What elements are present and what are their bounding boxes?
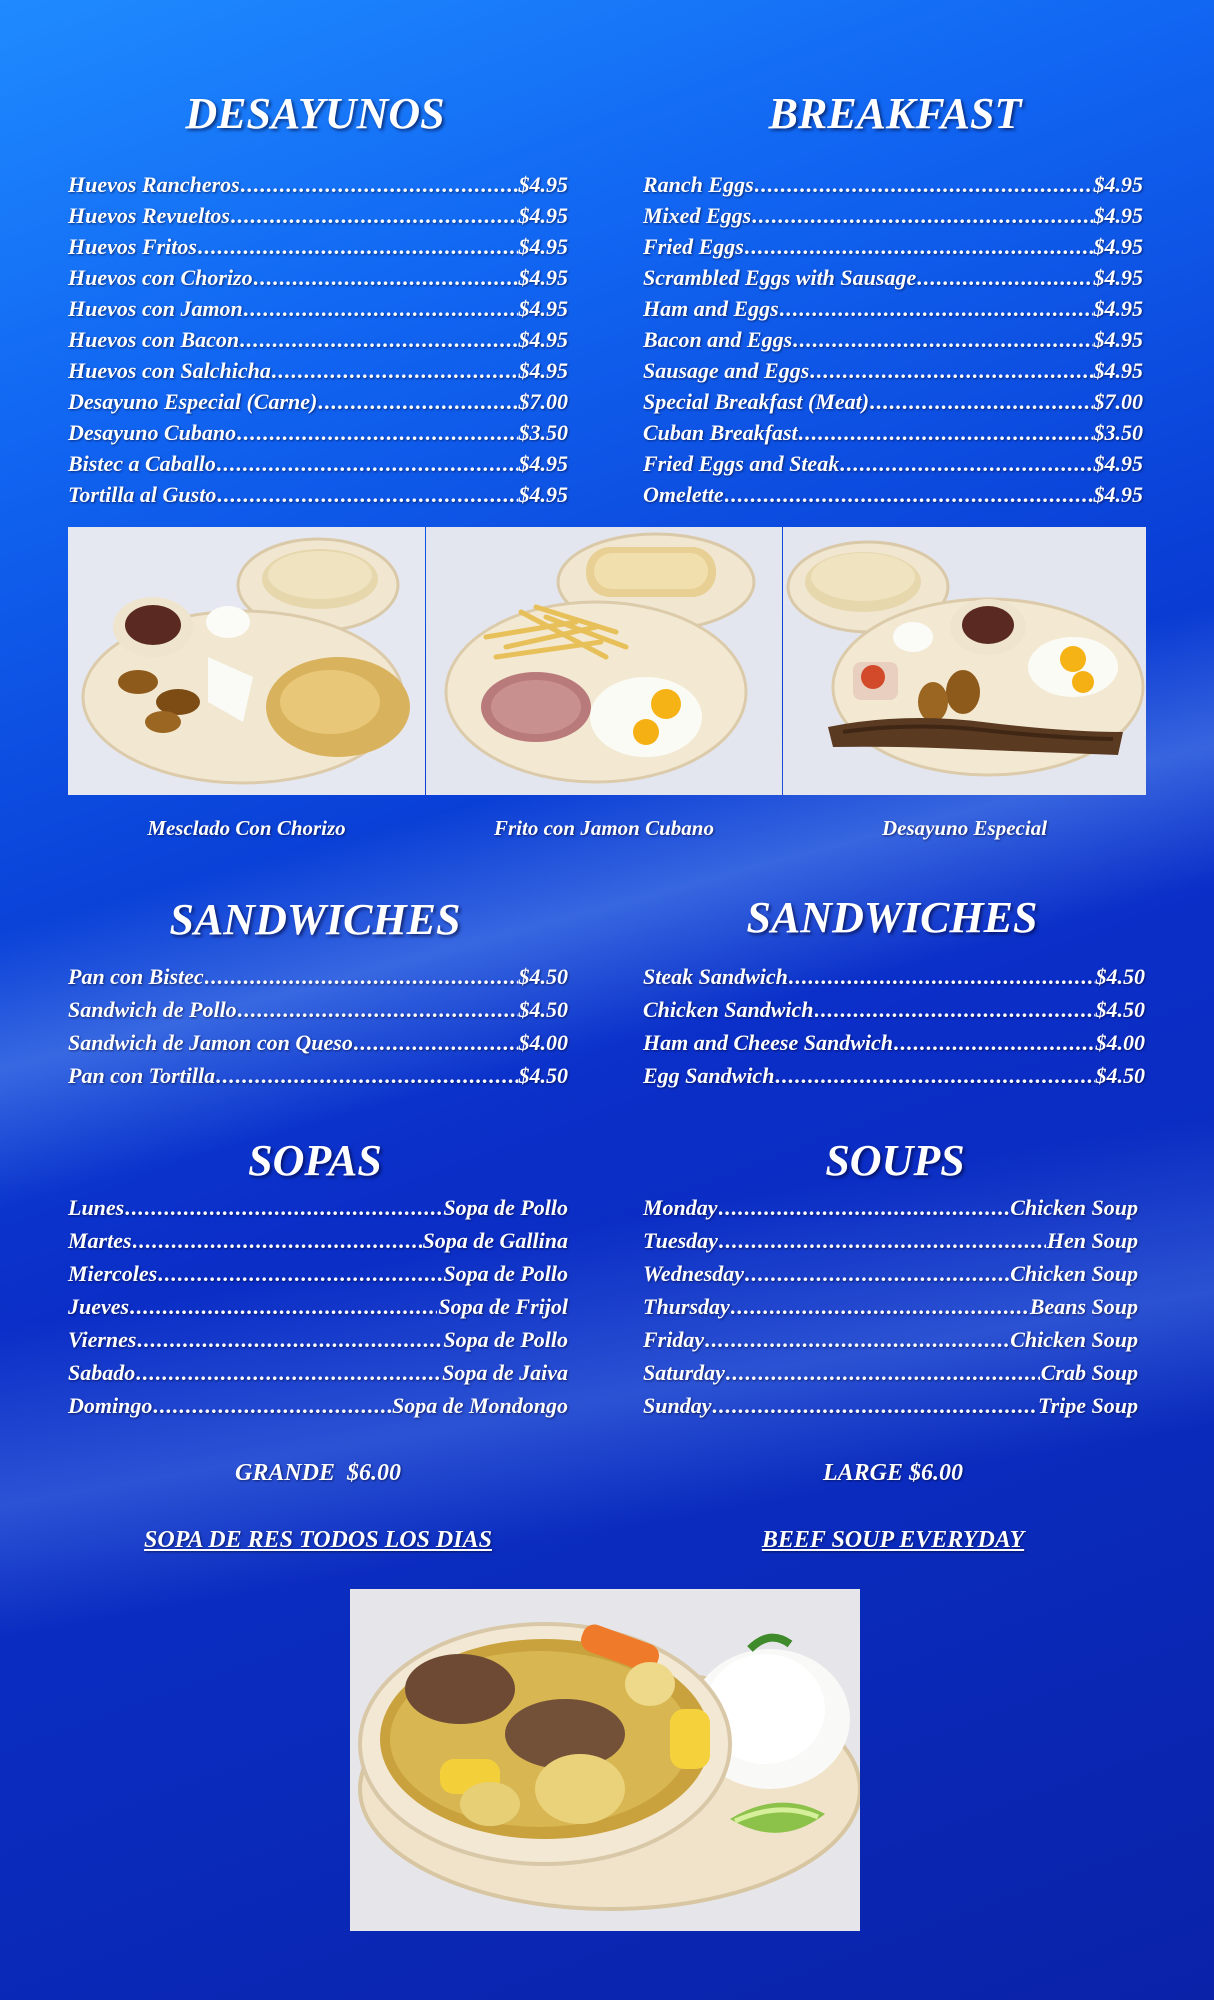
photo-caption: Frito con Jamon Cubano (494, 816, 714, 840)
menu-item: Omelette ..... $4.95 (643, 482, 1143, 513)
menu-item: Martes ..... Sopa de Gallina (68, 1228, 568, 1261)
menu-item: Thursday ..... Beans Soup (643, 1294, 1138, 1327)
menu-item: Tortilla al Gusto ..... $4.95 (68, 482, 568, 513)
soups-es-title: SOPAS (248, 1136, 382, 1185)
menu-item: Huevos con Salchicha ..... $4.95 (68, 358, 568, 389)
menu-item: Special Breakfast (Meat) ..... $7.00 (643, 389, 1143, 420)
menu-item: Viernes ..... Sopa de Pollo (68, 1327, 568, 1360)
menu-item: Cuban Breakfast ..... $3.50 (643, 420, 1143, 451)
menu-item: Saturday ..... Crab Soup (643, 1360, 1138, 1393)
sandwiches-en-title: SANDWICHES (746, 893, 1038, 942)
menu-item: Jueves ..... Sopa de Frijol (68, 1294, 568, 1327)
daily-soup-en: BEEF SOUP EVERYDAY (761, 1527, 1025, 1553)
menu-item: Friday ..... Chicken Soup (643, 1327, 1138, 1360)
menu-item: Sabado ..... Sopa de Jaiva (68, 1360, 568, 1393)
menu-item: Huevos Rancheros ..... $4.95 (68, 172, 568, 203)
menu-item: Monday ..... Chicken Soup (643, 1195, 1138, 1228)
menu-item: Huevos con Jamon ..... $4.95 (68, 296, 568, 327)
menu-item: Fried Eggs ..... $4.95 (643, 234, 1143, 265)
menu-item: Sandwich de Jamon con Queso ..... $4.00 (68, 1030, 568, 1063)
menu-item: Pan con Tortilla ..... $4.50 (68, 1063, 568, 1096)
menu-item: Sunday ..... Tripe Soup (643, 1393, 1138, 1426)
menu-item: Huevos Revueltos ..... $4.95 (68, 203, 568, 234)
photo-caption: Mesclado Con Chorizo (147, 816, 346, 840)
sandwiches-en-list (643, 964, 1145, 1096)
menu-item: Scrambled Eggs with Sausage ..... $4.95 (643, 265, 1143, 296)
menu-item: Steak Sandwich ..... $4.50 (643, 964, 1145, 997)
menu-item: Pan con Bistec ..... $4.50 (68, 964, 568, 997)
menu-item: Wednesday ..... Chicken Soup (643, 1261, 1138, 1294)
breakfast-es-list (68, 172, 568, 513)
menu-item: Bistec a Caballo ..... $4.95 (68, 451, 568, 482)
menu-item: Ham and Cheese Sandwich ..... $4.00 (643, 1030, 1145, 1063)
menu-item: Mixed Eggs ..... $4.95 (643, 203, 1143, 234)
menu-item: Miercoles ..... Sopa de Pollo (68, 1261, 568, 1294)
soups-es-list (68, 1195, 568, 1426)
soups-en-title: SOUPS (825, 1136, 965, 1185)
menu-item: Egg Sandwich ..... $4.50 (643, 1063, 1145, 1096)
menu-item: Bacon and Eggs ..... $4.95 (643, 327, 1143, 358)
breakfast-en-title: BREAKFAST (768, 89, 1022, 138)
menu-item: Chicken Sandwich ..... $4.50 (643, 997, 1145, 1030)
photo-mesclado-con-chorizo (68, 527, 425, 795)
photo-desayuno-especial (783, 527, 1146, 795)
sandwiches-es-title: SANDWICHES (169, 895, 461, 944)
menu-item: Huevos con Bacon ..... $4.95 (68, 327, 568, 358)
soups-en-list (643, 1195, 1138, 1426)
menu-item: Ranch Eggs ..... $4.95 (643, 172, 1143, 203)
menu-item: Desayuno Cubano ..... $3.50 (68, 420, 568, 451)
menu-item: Sausage and Eggs ..... $4.95 (643, 358, 1143, 389)
breakfast-es-title: DESAYUNOS (185, 89, 445, 138)
menu-item: Sandwich de Pollo ..... $4.50 (68, 997, 568, 1030)
soup-size-price-es: GRANDE $6.00 (234, 1460, 402, 1486)
menu-item: Desayuno Especial (Carne) ..... $7.00 (68, 389, 568, 420)
menu-item: Fried Eggs and Steak ..... $4.95 (643, 451, 1143, 482)
sandwiches-es-list (68, 964, 568, 1096)
menu-item: Huevos con Chorizo ..... $4.95 (68, 265, 568, 296)
menu-item: Domingo ..... Sopa de Mondongo (68, 1393, 568, 1426)
photo-beef-soup (350, 1589, 860, 1931)
photo-caption: Desayuno Especial (881, 816, 1048, 840)
menu-item: Huevos Fritos ..... $4.95 (68, 234, 568, 265)
menu-item: Ham and Eggs ..... $4.95 (643, 296, 1143, 327)
photo-frito-con-jamon-cubano (426, 527, 782, 795)
soup-size-price-en: LARGE $6.00 (822, 1460, 963, 1486)
menu-item: Lunes ..... Sopa de Pollo (68, 1195, 568, 1228)
breakfast-en-list (643, 172, 1143, 513)
menu-item: Tuesday ..... Hen Soup (643, 1228, 1138, 1261)
daily-soup-es: SOPA DE RES TODOS LOS DIAS (144, 1527, 492, 1553)
